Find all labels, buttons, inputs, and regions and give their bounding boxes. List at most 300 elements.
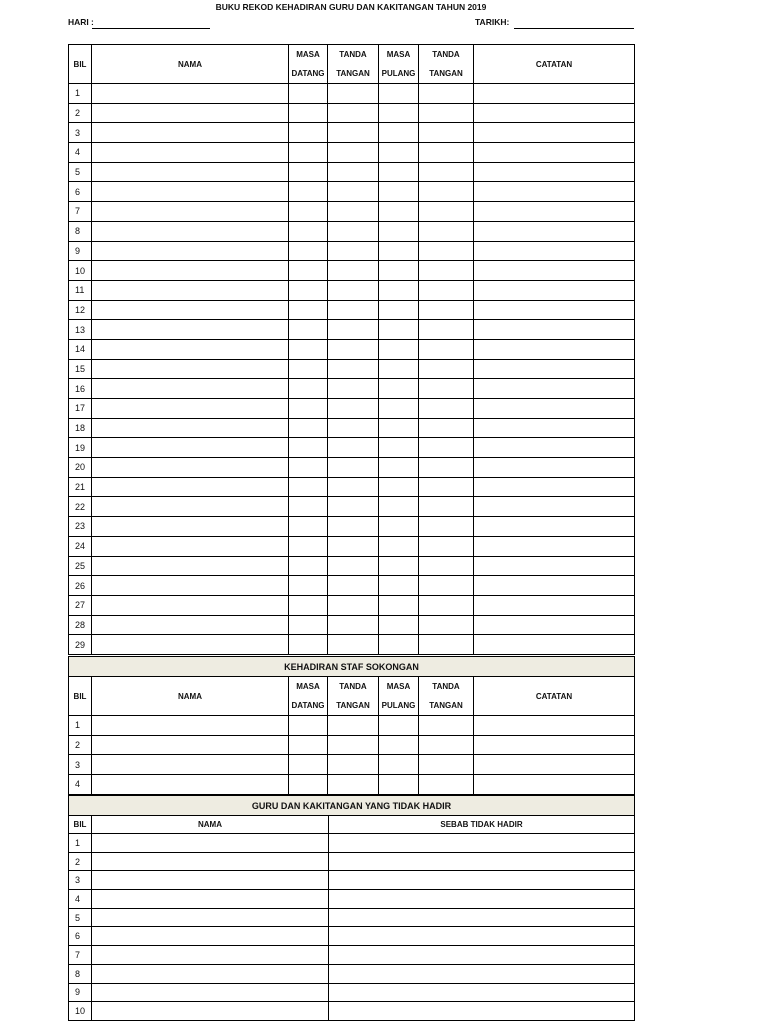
entry-cell[interactable] [474, 339, 635, 359]
entry-cell[interactable] [474, 716, 635, 736]
entry-cell[interactable] [379, 300, 419, 320]
entry-cell[interactable] [92, 221, 289, 241]
table-row [69, 438, 635, 458]
entry-cell[interactable] [92, 517, 289, 537]
entry-cell[interactable] [379, 202, 419, 222]
entry-cell[interactable] [474, 261, 635, 281]
entry-cell[interactable] [379, 635, 419, 655]
entry-cell[interactable] [289, 202, 328, 222]
entry-cell[interactable] [289, 280, 328, 300]
entry-cell[interactable] [379, 755, 419, 775]
absent-table [68, 795, 635, 1021]
table-row [69, 908, 635, 927]
table-row [69, 84, 635, 104]
entry-cell[interactable] [379, 84, 419, 104]
masa-pulang-header: MASA PULANG [379, 677, 419, 716]
entry-cell[interactable] [474, 755, 635, 775]
entry-cell[interactable] [92, 162, 289, 182]
absent-section-title: GURU DAN KAKITANGAN YANG TIDAK HADIR [69, 796, 635, 816]
entry-cell[interactable] [329, 871, 635, 890]
entry-cell[interactable] [419, 241, 474, 261]
entry-cell[interactable] [419, 755, 474, 775]
entry-cell[interactable] [379, 576, 419, 596]
entry-cell[interactable] [92, 339, 289, 359]
row-number: 15 [69, 359, 92, 379]
entry-cell[interactable] [474, 103, 635, 123]
entry-cell[interactable] [379, 320, 419, 340]
entry-cell[interactable] [329, 852, 635, 871]
entry-cell[interactable] [328, 635, 379, 655]
hari-label: HARI [68, 17, 89, 27]
entry-cell[interactable] [379, 775, 419, 795]
entry-cell[interactable] [379, 182, 419, 202]
entry-cell[interactable] [379, 143, 419, 163]
entry-cell[interactable] [328, 182, 379, 202]
entry-cell[interactable] [419, 182, 474, 202]
entry-cell[interactable] [474, 536, 635, 556]
entry-cell[interactable] [328, 477, 379, 497]
entry-cell[interactable] [289, 536, 328, 556]
entry-cell[interactable] [474, 379, 635, 399]
row-number: 8 [69, 221, 92, 241]
entry-cell[interactable] [289, 517, 328, 537]
entry-cell[interactable] [328, 497, 379, 517]
entry-cell[interactable] [328, 399, 379, 419]
entry-cell[interactable] [289, 339, 328, 359]
table-row [69, 595, 635, 615]
entry-cell[interactable] [92, 84, 289, 104]
table-row [69, 755, 635, 775]
entry-cell[interactable] [419, 576, 474, 596]
entry-cell[interactable] [92, 834, 329, 853]
entry-cell[interactable] [419, 438, 474, 458]
table-row [69, 834, 635, 853]
table-row [69, 946, 635, 965]
row-number: 9 [69, 241, 92, 261]
entry-cell[interactable] [92, 946, 329, 965]
table-row [69, 852, 635, 871]
entry-cell[interactable] [379, 458, 419, 478]
entry-cell[interactable] [92, 300, 289, 320]
entry-cell[interactable] [379, 221, 419, 241]
staff-section-title: KEHADIRAN STAF SOKONGAN [69, 657, 635, 677]
entry-cell[interactable] [92, 497, 289, 517]
row-number: 9 [69, 983, 92, 1002]
entry-cell[interactable] [289, 261, 328, 281]
entry-cell[interactable] [474, 202, 635, 222]
entry-cell[interactable] [328, 359, 379, 379]
table-row [69, 716, 635, 736]
entry-cell[interactable] [379, 339, 419, 359]
entry-cell[interactable] [474, 143, 635, 163]
entry-cell[interactable] [289, 458, 328, 478]
row-number: 2 [69, 103, 92, 123]
entry-cell[interactable] [92, 615, 289, 635]
entry-cell[interactable] [379, 556, 419, 576]
row-number: 3 [69, 123, 92, 143]
table-row [69, 339, 635, 359]
entry-cell[interactable] [92, 556, 289, 576]
entry-cell[interactable] [474, 556, 635, 576]
nama-header: NAMA [92, 677, 289, 716]
entry-cell[interactable] [92, 1002, 329, 1021]
entry-cell[interactable] [474, 438, 635, 458]
entry-cell[interactable] [92, 280, 289, 300]
entry-cell[interactable] [92, 983, 329, 1002]
entry-cell[interactable] [474, 477, 635, 497]
entry-cell[interactable] [92, 716, 289, 736]
entry-cell[interactable] [474, 399, 635, 419]
masa-pulang-header: MASA PULANG [379, 45, 419, 84]
table-row [69, 458, 635, 478]
tanda-tangan-header: TANDA TANGAN [328, 45, 379, 84]
entry-cell[interactable] [419, 320, 474, 340]
bil-header: BIL [69, 45, 92, 84]
entry-cell[interactable] [328, 103, 379, 123]
entry-cell[interactable] [92, 890, 329, 909]
row-number: 17 [69, 399, 92, 419]
entry-cell[interactable] [379, 280, 419, 300]
entry-cell[interactable] [419, 418, 474, 438]
entry-cell[interactable] [328, 755, 379, 775]
entry-cell[interactable] [419, 359, 474, 379]
entry-cell[interactable] [328, 418, 379, 438]
entry-cell[interactable] [92, 399, 289, 419]
entry-cell[interactable] [289, 241, 328, 261]
entry-cell[interactable] [328, 339, 379, 359]
entry-cell[interactable] [92, 359, 289, 379]
table-row [69, 359, 635, 379]
entry-cell[interactable] [92, 576, 289, 596]
staff-header-row [69, 677, 635, 716]
entry-cell[interactable] [289, 477, 328, 497]
entry-cell[interactable] [379, 123, 419, 143]
entry-cell[interactable] [92, 379, 289, 399]
entry-cell[interactable] [289, 103, 328, 123]
entry-cell[interactable] [92, 143, 289, 163]
entry-cell[interactable] [419, 162, 474, 182]
table-row [69, 418, 635, 438]
table-row [69, 123, 635, 143]
entry-cell[interactable] [419, 143, 474, 163]
entry-cell[interactable] [289, 595, 328, 615]
entry-cell[interactable] [329, 1002, 635, 1021]
tarikh-field[interactable] [514, 28, 634, 29]
entry-cell[interactable] [379, 379, 419, 399]
catatan-header: CATATAN [474, 45, 635, 84]
bil-header: BIL [69, 816, 92, 834]
entry-cell[interactable] [328, 615, 379, 635]
masa-datang-header: MASA DATANG [289, 45, 328, 84]
entry-cell[interactable] [328, 143, 379, 163]
entry-cell[interactable] [329, 964, 635, 983]
entry-cell[interactable] [92, 241, 289, 261]
entry-cell[interactable] [289, 775, 328, 795]
entry-cell[interactable] [289, 162, 328, 182]
entry-cell[interactable] [474, 418, 635, 438]
row-number: 13 [69, 320, 92, 340]
entry-cell[interactable] [328, 576, 379, 596]
entry-cell[interactable] [92, 964, 329, 983]
entry-cell[interactable] [328, 300, 379, 320]
table-row [69, 300, 635, 320]
entry-cell[interactable] [419, 477, 474, 497]
table-row [69, 536, 635, 556]
entry-cell[interactable] [474, 123, 635, 143]
entry-cell[interactable] [379, 615, 419, 635]
entry-cell[interactable] [328, 595, 379, 615]
entry-cell[interactable] [474, 635, 635, 655]
table-row [69, 775, 635, 795]
entry-cell[interactable] [289, 438, 328, 458]
table-row [69, 983, 635, 1002]
entry-cell[interactable] [289, 379, 328, 399]
entry-cell[interactable] [328, 458, 379, 478]
entry-cell[interactable] [419, 497, 474, 517]
entry-cell[interactable] [92, 927, 329, 946]
entry-cell[interactable] [474, 458, 635, 478]
entry-cell[interactable] [289, 320, 328, 340]
table-row [69, 320, 635, 340]
entry-cell[interactable] [92, 418, 289, 438]
table-row [69, 735, 635, 755]
entry-cell[interactable] [289, 84, 328, 104]
entry-cell[interactable] [328, 123, 379, 143]
row-number: 16 [69, 379, 92, 399]
entry-cell[interactable] [474, 359, 635, 379]
entry-cell[interactable] [92, 202, 289, 222]
entry-cell[interactable] [289, 143, 328, 163]
entry-cell[interactable] [289, 635, 328, 655]
entry-cell[interactable] [419, 775, 474, 795]
row-number: 10 [69, 261, 92, 281]
row-number: 10 [69, 1002, 92, 1021]
entry-cell[interactable] [419, 280, 474, 300]
entry-cell[interactable] [328, 261, 379, 281]
entry-cell[interactable] [474, 595, 635, 615]
row-number: 27 [69, 595, 92, 615]
entry-cell[interactable] [289, 755, 328, 775]
entry-cell[interactable] [328, 241, 379, 261]
entry-cell[interactable] [328, 84, 379, 104]
entry-cell[interactable] [474, 735, 635, 755]
entry-cell[interactable] [329, 890, 635, 909]
catatan-header: CATATAN [474, 677, 635, 716]
entry-cell[interactable] [379, 517, 419, 537]
hari-field[interactable] [92, 28, 210, 29]
entry-cell[interactable] [379, 595, 419, 615]
row-number: 4 [69, 775, 92, 795]
entry-cell[interactable] [329, 927, 635, 946]
row-number: 6 [69, 927, 92, 946]
entry-cell[interactable] [92, 438, 289, 458]
table-row [69, 635, 635, 655]
entry-cell[interactable] [328, 517, 379, 537]
entry-cell[interactable] [474, 280, 635, 300]
entry-cell[interactable] [379, 241, 419, 261]
entry-cell[interactable] [329, 946, 635, 965]
entry-cell[interactable] [328, 536, 379, 556]
entry-cell[interactable] [419, 735, 474, 755]
entry-cell[interactable] [329, 908, 635, 927]
entry-cell[interactable] [474, 300, 635, 320]
entry-cell[interactable] [289, 735, 328, 755]
entry-cell[interactable] [328, 716, 379, 736]
entry-cell[interactable] [419, 84, 474, 104]
masa-datang-header: MASA DATANG [289, 677, 328, 716]
bil-header: BIL [69, 677, 92, 716]
entry-cell[interactable] [379, 497, 419, 517]
row-number: 3 [69, 755, 92, 775]
table-row [69, 615, 635, 635]
row-number: 22 [69, 497, 92, 517]
entry-cell[interactable] [474, 775, 635, 795]
entry-cell[interactable] [379, 536, 419, 556]
row-number: 2 [69, 735, 92, 755]
entry-cell[interactable] [92, 123, 289, 143]
entry-cell[interactable] [289, 615, 328, 635]
entry-cell[interactable] [289, 418, 328, 438]
entry-cell[interactable] [92, 755, 289, 775]
tarikh-label: TARIKH: [475, 17, 510, 27]
entry-cell[interactable] [289, 576, 328, 596]
table-row [69, 556, 635, 576]
table-row [69, 261, 635, 281]
entry-cell[interactable] [92, 871, 329, 890]
entry-cell[interactable] [92, 852, 329, 871]
entry-cell[interactable] [328, 221, 379, 241]
entry-cell[interactable] [289, 221, 328, 241]
entry-cell[interactable] [329, 983, 635, 1002]
row-number: 11 [69, 280, 92, 300]
row-number: 28 [69, 615, 92, 635]
entry-cell[interactable] [92, 320, 289, 340]
entry-cell[interactable] [328, 379, 379, 399]
row-number: 5 [69, 908, 92, 927]
entry-cell[interactable] [419, 300, 474, 320]
staff-support-table [68, 656, 635, 795]
entry-cell[interactable] [379, 418, 419, 438]
entry-cell[interactable] [474, 221, 635, 241]
entry-cell[interactable] [92, 477, 289, 497]
entry-cell[interactable] [379, 261, 419, 281]
entry-cell[interactable] [474, 162, 635, 182]
entry-cell[interactable] [419, 399, 474, 419]
document-title: BUKU REKOD KEHADIRAN GURU DAN KAKITANGAN TAHUN 2019 [215, 2, 487, 12]
entry-cell[interactable] [92, 536, 289, 556]
entry-cell[interactable] [92, 182, 289, 202]
row-number: 23 [69, 517, 92, 537]
entry-cell[interactable] [419, 517, 474, 537]
row-number: 2 [69, 852, 92, 871]
entry-cell[interactable] [328, 775, 379, 795]
entry-cell[interactable] [379, 716, 419, 736]
entry-cell[interactable] [289, 716, 328, 736]
table-row [69, 379, 635, 399]
entry-cell[interactable] [419, 261, 474, 281]
entry-cell[interactable] [328, 556, 379, 576]
entry-cell[interactable] [328, 202, 379, 222]
entry-cell[interactable] [474, 615, 635, 635]
entry-cell[interactable] [289, 300, 328, 320]
entry-cell[interactable] [289, 182, 328, 202]
entry-cell[interactable] [419, 536, 474, 556]
entry-cell[interactable] [474, 320, 635, 340]
entry-cell[interactable] [289, 497, 328, 517]
entry-cell[interactable] [328, 280, 379, 300]
entry-cell[interactable] [379, 735, 419, 755]
table-row [69, 477, 635, 497]
entry-cell[interactable] [379, 103, 419, 123]
entry-cell[interactable] [474, 84, 635, 104]
entry-cell[interactable] [419, 635, 474, 655]
entry-cell[interactable] [419, 716, 474, 736]
entry-cell[interactable] [92, 775, 289, 795]
entry-cell[interactable] [328, 735, 379, 755]
table-row [69, 517, 635, 537]
row-number: 7 [69, 946, 92, 965]
entry-cell[interactable] [92, 261, 289, 281]
entry-cell[interactable] [328, 438, 379, 458]
hari-colon: : [91, 17, 94, 27]
row-number: 12 [69, 300, 92, 320]
entry-cell[interactable] [379, 438, 419, 458]
entry-cell[interactable] [419, 595, 474, 615]
entry-cell[interactable] [289, 399, 328, 419]
table-row [69, 1002, 635, 1021]
tanda-tangan-header: TANDA TANGAN [419, 677, 474, 716]
entry-cell[interactable] [419, 202, 474, 222]
entry-cell[interactable] [419, 615, 474, 635]
entry-cell[interactable] [379, 477, 419, 497]
entry-cell[interactable] [474, 497, 635, 517]
entry-cell[interactable] [328, 320, 379, 340]
entry-cell[interactable] [92, 908, 329, 927]
tanda-tangan-header: TANDA TANGAN [328, 677, 379, 716]
row-number: 4 [69, 890, 92, 909]
entry-cell[interactable] [474, 182, 635, 202]
entry-cell[interactable] [474, 576, 635, 596]
entry-cell[interactable] [474, 241, 635, 261]
entry-cell[interactable] [329, 834, 635, 853]
entry-cell[interactable] [474, 517, 635, 537]
entry-cell[interactable] [289, 359, 328, 379]
entry-cell[interactable] [328, 162, 379, 182]
entry-cell[interactable] [419, 103, 474, 123]
row-number: 26 [69, 576, 92, 596]
entry-cell[interactable] [379, 399, 419, 419]
entry-cell[interactable] [419, 556, 474, 576]
entry-cell[interactable] [379, 359, 419, 379]
entry-cell[interactable] [379, 162, 419, 182]
entry-cell[interactable] [419, 458, 474, 478]
entry-cell[interactable] [419, 339, 474, 359]
entry-cell[interactable] [92, 735, 289, 755]
table-row [69, 497, 635, 517]
entry-cell[interactable] [92, 595, 289, 615]
entry-cell[interactable] [92, 635, 289, 655]
entry-cell[interactable] [419, 221, 474, 241]
entry-cell[interactable] [92, 103, 289, 123]
entry-cell[interactable] [289, 123, 328, 143]
entry-cell[interactable] [289, 556, 328, 576]
nama-header: NAMA [92, 816, 329, 834]
entry-cell[interactable] [92, 458, 289, 478]
entry-cell[interactable] [419, 379, 474, 399]
section-title-row [69, 796, 635, 816]
row-number: 5 [69, 162, 92, 182]
entry-cell[interactable] [419, 123, 474, 143]
